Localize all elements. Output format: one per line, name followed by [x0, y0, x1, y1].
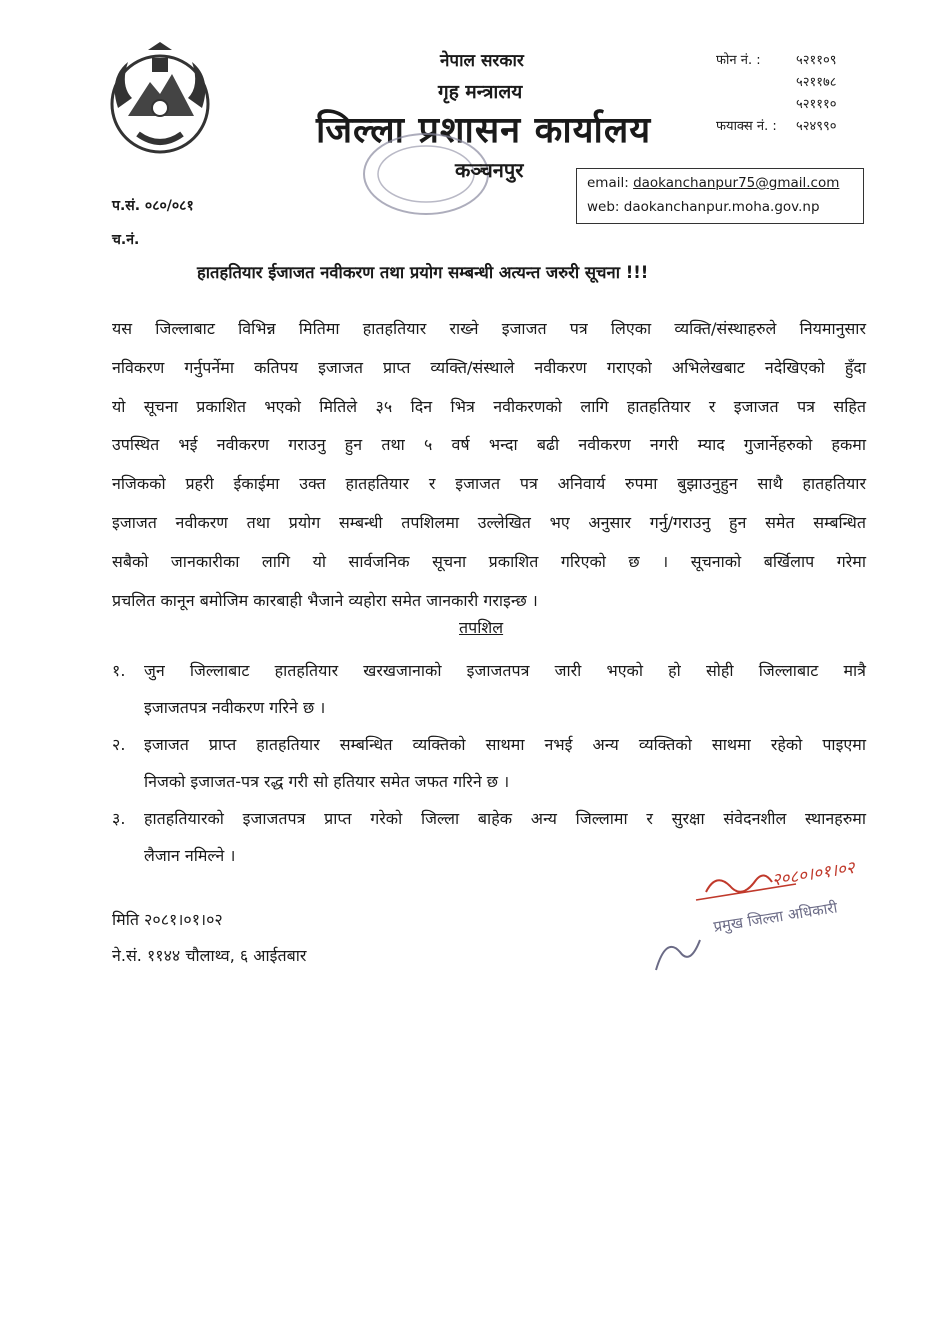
item-number: २.: [112, 735, 126, 754]
email-label: email:: [587, 175, 629, 191]
web-label: web:: [587, 199, 620, 215]
fax-label: फयाक्स नं. :: [716, 119, 777, 134]
body-line: यस जिल्लाबाट विभिन्न मितिमा हातहतियार राख्ने इजाजत पत्र लिएका व्यक्ति/संस्थाहरुले नियमानुसार: [112, 319, 866, 338]
office-name: जिल्ला प्रशासन कार्यालय: [316, 110, 652, 151]
ministry-name: गृह मन्त्रालय: [438, 81, 523, 103]
signatory-title: प्रमुख जिल्ला अधिकारी: [712, 898, 839, 936]
item-line: इजाजत प्राप्त हातहतियार सम्बन्धित व्यक्तिको साथमा नभई अन्य व्यक्तिको साथमा रहेको पाइएमा: [144, 735, 866, 754]
contact-box: [576, 168, 864, 224]
body-line: प्रचलित कानून बमोजिम कारबाही भैजाने व्यहोरा समेत जानकारी गराइन्छ ।: [112, 590, 538, 610]
issue-date: मिति २०८१।०१।०२: [112, 910, 223, 929]
body-line: नजिकको प्रहरी ईकाईमा उक्त हातहतियार र इजाजत पत्र अनिवार्य रुपमा बुझाउनुहुन साथै हातहतियार: [112, 474, 866, 494]
item-line: हातहतियारको इजाजतपत्र प्राप्त गरेको जिल्ला बाहेक अन्य जिल्लामा र सुरक्षा संवेदनशील स्थानहरुमा: [144, 809, 866, 828]
body-line: इजाजत नवीकरण तथा प्रयोग सम्बन्धी तपशिलमा उल्लेखित भए अनुसार गर्नु/गराउनु हुन समेत सम्बन्धित: [112, 512, 866, 532]
notice-body: [112, 310, 866, 620]
reference-number: प.सं. ०८०/०८१: [112, 198, 194, 214]
nepal-government-emblem: [98, 38, 222, 162]
tapashil-heading: तपशिल: [459, 618, 504, 637]
list-item: [112, 726, 866, 800]
tapashil-list: [112, 652, 866, 874]
item-number: ३.: [112, 809, 126, 828]
fax-number: ५२४९९०: [796, 119, 837, 134]
list-item: [112, 652, 866, 726]
item-number: १.: [112, 661, 126, 680]
dispatch-number: च.नं.: [112, 232, 140, 248]
district-name: कञ्चनपुर: [455, 158, 524, 182]
signature-date: २०८०।०१।०२: [770, 857, 857, 891]
item-line: लैजान नमिल्ने ।: [144, 846, 236, 865]
body-line: नविकरण गर्नुपर्नेमा कतिपय इजाजत प्राप्त व्यक्ति/संस्थाले नवीकरण गराएको अभिलेखबाट नदेखिएको हुँदा: [112, 357, 866, 377]
item-line: इजाजतपत्र नवीकरण गरिने छ ।: [144, 698, 326, 717]
phone-block: [716, 50, 837, 138]
body-line: उपस्थित भई नवीकरण गराउनु हुन तथा ५ वर्ष भन्दा बढी नवीकरण नगरी म्याद गुजार्नेहरुको हकमा: [112, 435, 866, 455]
web-link[interactable]: daokanchanpur.moha.gov.np: [623, 199, 820, 215]
body-line: यो सूचना प्रकाशित भएको मितिले ३५ दिन भित्र नवीकरणको लागि हातहतियार र इजाजत पत्र सहित: [112, 396, 866, 416]
item-line: निजको इजाजत-पत्र रद्ध गरी सो हतियार समेत जफत गरिने छ ।: [144, 772, 510, 791]
phone-label: फोन नं. :: [716, 53, 761, 68]
item-line: जुन जिल्लाबाट हातहतियार खरखजानाको इजाजतपत्र जारी भएको हो सोही जिल्लाबाट मात्रै: [144, 661, 866, 680]
phone-number: ५२१११०: [796, 97, 837, 112]
notice-subject: हातहतियार ईजाजत नवीकरण तथा प्रयोग सम्बन्धी अत्यन्त जरुरी सूचना !!!: [197, 263, 649, 282]
body-line: सबैको जानकारीका लागि यो सार्वजनिक सूचना प्रकाशित गरिएको छ । सूचनाको बर्खिलाप गरेमा: [112, 551, 866, 571]
phone-number: ५२११०९: [796, 53, 837, 68]
government-name: नेपाल सरकार: [440, 51, 524, 71]
phone-number: ५२११७८: [796, 75, 837, 90]
nepal-sambat-date: ने.सं. ११४४ चौलाथ्व, ६ आईतबार: [112, 946, 307, 965]
email-link[interactable]: daokanchanpur75@gmail.com: [633, 175, 840, 191]
